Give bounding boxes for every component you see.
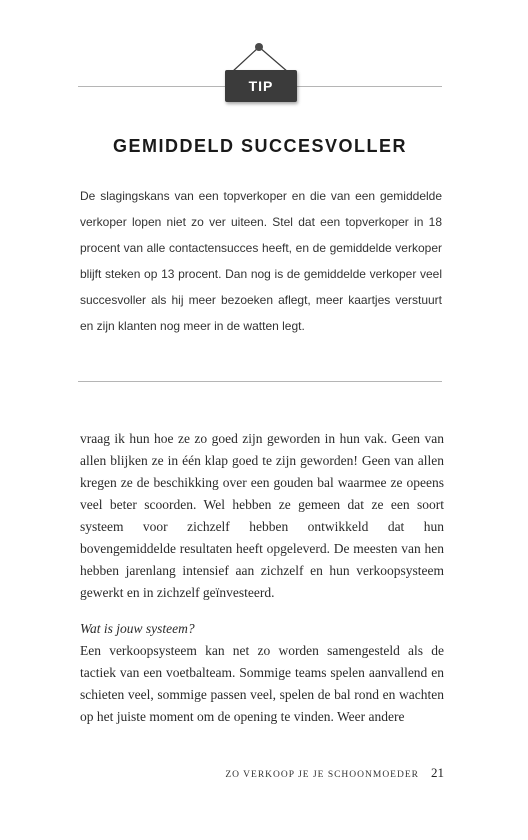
page-footer xyxy=(180,764,444,782)
tip-label: TIP xyxy=(225,70,297,102)
page-number: 21 xyxy=(431,765,444,780)
nail-icon xyxy=(255,43,263,51)
running-title: ZO VERKOOP JE JE SCHOONMOEDER xyxy=(225,770,419,780)
section-subheading: Wat is jouw systeem? xyxy=(80,621,195,636)
tip-heading: GEMIDDELD SUCCESVOLLER xyxy=(112,136,408,156)
tip-sign xyxy=(210,40,310,110)
body-paragraph: vraag ik hun hoe ze zo goed zijn geworden in hun vak. Geen van allen blijken ze in één klap goed te zijn geworden! Geen van allen kregen ze de beschikking over een gouden bal waarmee ze opeens veel beter scoorden. Wel hebben ze gemeen dat ze een soort systeem voor zichzelf hebben ontwikkeld dat hun bovengemiddelde resultaten heeft opgeleverd. De meesten van hen hebben jarenlang intensief aan zichzelf en hun verkoopsysteem gewerkt en in zichzelf geïnvesteerd. xyxy=(80,431,444,600)
body-text xyxy=(80,428,444,728)
tip-text-block xyxy=(80,183,442,339)
body-paragraph: Een verkoopsysteem kan net zo worden samengesteld als de tactiek van een voetbalteam. Sommige teams spelen aanvallend en schieten veel, sommige passen veel, spelen de bal rond en wachten op het juiste moment om de opening te vinden. Weer andere xyxy=(80,643,444,724)
tip-paragraph: De slagingskans van een topverkoper en die van een gemiddelde verkoper lopen niet zo ver uiteen. Stel dat een topverkoper in 18 procent van alle contactensucces heeft, en de gemiddelde verkoper blijft steken op 13 procent. Dan nog is de gemiddelde verkoper veel succesvoller als hij meer bezoeken aflegt, meer kaartjes verstuurt en zijn klanten nog meer in de watten legt. xyxy=(80,189,442,333)
bottom-divider xyxy=(78,381,442,382)
